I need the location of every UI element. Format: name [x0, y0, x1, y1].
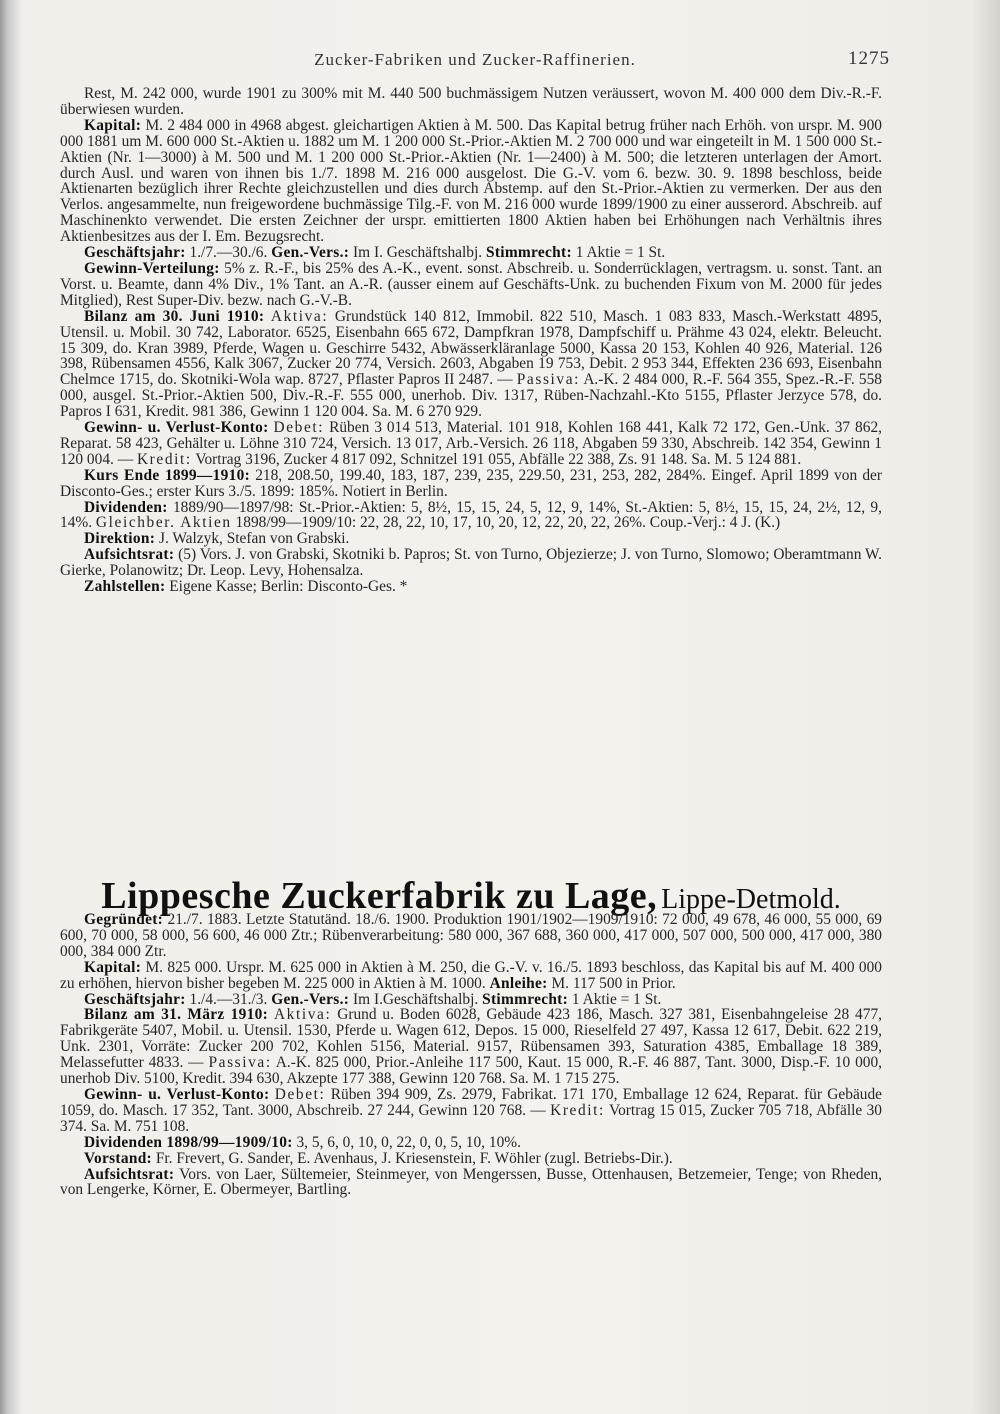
aufsichtsrat-paragraph [60, 547, 882, 579]
rest-text: Rest, M. 242 000, wurde 1901 zu 300% mit M. 440 500 buchmässigem Nutzen veräussert, wovon M. 400 000 dem Div.-R.-F. überwiesen wurden. [60, 85, 882, 118]
debet-text: Rüben 3 014 513, Material. 101 918, Kohlen 168 441, Kalk 72 172, Gen.-Unk. 37 862, Reparat. 58 423, Gehälter u. Löhne 310 724, Versich. 13 017, Arb.-Versich. 26 118, Abgaben 59 330, Abschreib. 142 354, Gewinn 1 120 004. — [60, 419, 882, 468]
gegruendet-text: 21./7. 1883. Letzte Statutänd. 18./6. 1900. Produktion 1901/1902—1909/1910: 72 000, 49 678, 46 000, 55 000, 69 600, 70 000, 58 000, 56 600, 46 000 Ztr.; Rübenverarbeitung: 580 000, 367 688, 360 000, 417 000, 507 000, 500 000, 417 000, 380 000, 384 000 Ztr. [60, 911, 882, 960]
gewinn-verlust-paragraph [60, 420, 882, 468]
debet-text-2: Rüben 394 909, Zs. 2979, Fabrikat. 171 170, Emballage 12 624, Reparat. für Gebäude 1059, do. Masch. 17 352, Tant. 3000, Abschreib. 27 244, Gewinn 120 768. — [60, 1085, 882, 1119]
dividenden-label: Dividenden: [84, 498, 168, 516]
section-previous-company [60, 86, 882, 595]
gen-vers-text-2: Im I.Geschäftshalbj. [353, 990, 479, 1008]
passiva-label: Passiva: [516, 371, 581, 389]
kredit-text: Vortrag 3196, Zucker 4 817 092, Schnitzel 191 055, Abfälle 22 388, Zs. 91 148. Sa. M. 5 124 881. [195, 450, 802, 468]
stimmrecht-text: 1 Aktie = 1 St. [575, 244, 666, 262]
dividenden-paragraph [60, 500, 882, 532]
stimmrecht-label: Stimmrecht: [485, 244, 572, 262]
kredit-text-2: Vortrag 15 015, Zucker 705 718, Abfälle 30 374. Sa. M. 751 108. [60, 1101, 882, 1135]
company-name: Lippesche Zuckerfabrik zu Lage, [101, 875, 658, 917]
section-lippesche-zuckerfabrik [60, 912, 882, 1198]
geschaeftsjahr-paragraph-2 [60, 992, 882, 1008]
running-title: Zucker-Fabriken und Zucker-Raffinerien. [314, 50, 636, 69]
gewinn-verteilung-label: Gewinn-Verteilung: [84, 259, 220, 277]
gen-vers-label-2: Gen.-Vers.: [271, 990, 350, 1008]
stimmrecht-label-2: Stimmrecht: [482, 990, 569, 1008]
aufsichtsrat-label-2: Aufsichtsrat: [84, 1165, 175, 1183]
vorstand-label: Vorstand: [84, 1149, 152, 1167]
geschaeftsjahr-label-2: Geschäftsjahr: [84, 990, 186, 1008]
dividenden-text-2: 1898/99—1909/10: 22, 28, 22, 10, 17, 10, 20, 12, 22, 20, 22, 26%. Coup.-Verj.: 4 J. (K.) [235, 514, 781, 532]
kapital-label: Kapital: [84, 116, 142, 134]
dividenden-text-3: 3, 5, 6, 0, 10, 0, 22, 0, 0, 5, 10, 10%. [296, 1133, 521, 1151]
bilanz-label: Bilanz am 30. Juni 1910: [84, 307, 265, 325]
aufsichtsrat-label: Aufsichtsrat: [84, 546, 175, 564]
aktiva-text: Grundstück 140 812, Immobil. 822 510, Masch. 1 083 833, Masch.-Werkstatt 4895, Utensil. u. Mobil. 30 742, Laborator. 6525, Eisenbahn 665 672, Dampfkran 1978, Dampfschiff u. Prähme 43 024, elektr. Beleucht. 15 309, do. Kran 3989, Pferde, Wagen u. Geschirre 5432, Abwässerkläranlage 5000, Kassa 20 153, Kohlen 40 926, Material. 126 398, Rübensamen 4556, Kalk 3067, Zucker 20 774, Versich. 2603, Abgaben 19 753, Debit. 2 953 344, Effekten 236 693, Eisenbahn Chelmce 1715, do. Skotniki-Wola wap. 8727, Pflaster Papros II 2487. — [60, 307, 882, 389]
anleihe-label: Anleihe: [489, 974, 548, 992]
direktion-label: Direktion: [84, 530, 156, 548]
gen-vers-text: Im I. Geschäftshalbj. [353, 244, 483, 262]
bilanz-paragraph-2 [60, 1007, 882, 1087]
gewinn-verlust-label-2: Gewinn- u. Verlust-Konto: [84, 1085, 270, 1103]
bilanz-paragraph [60, 309, 882, 420]
direktion-text: J. Walzyk, Stefan von Grabski. [158, 530, 350, 548]
kredit-label-2: Kredit: [550, 1101, 605, 1119]
geschaeftsjahr-paragraph [60, 245, 882, 261]
direktion-paragraph [60, 531, 882, 547]
rest-paragraph [60, 86, 882, 118]
page-header [60, 50, 890, 76]
stimmrecht-text-2: 1 Aktie = 1 St. [571, 990, 662, 1008]
dividenden-text: 1889/90—1897/98: St.-Prior.-Aktien: 5, 8½, 15, 15, 24, 5, 12, 9, 14%, St.-Aktien: 5, 8½, 15, 15, 24, 2½, 12, 9, 14%. [60, 498, 882, 532]
zahlstellen-paragraph [60, 579, 882, 595]
kurs-label: Kurs Ende 1899—1910: [84, 466, 251, 484]
gegruendet-paragraph [60, 912, 882, 960]
kapital-paragraph-2 [60, 960, 882, 992]
geschaeftsjahr-text-2: 1./4.—31./3. [189, 990, 268, 1008]
bilanz-label-2: Bilanz am 31. März 1910: [84, 1006, 269, 1024]
gleichber-aktien-label: Gleichber. Aktien [95, 514, 232, 532]
aufsichtsrat-paragraph-2 [60, 1167, 882, 1199]
page-number: 1275 [848, 48, 890, 69]
gewinn-verteilung-text: 5% z. R.-F., bis 25% des A.-K., event. sonst. Abschreib. u. Sonderrücklagen, vertragsm. u. sonst. Tant. an Vorst. u. Beamte, dann 4% Div., 1% Tant. an A.-R. (ausser einem auf Geschäfts-Unk. zu buchenden Fixum von M. 2000 für jedes Mitglied), Rest Super-Div. bezw. nach G.-V.-B. [60, 259, 882, 309]
kapital-text: M. 2 484 000 in 4968 abgest. gleichartigen Aktien à M. 500. Das Kapital betrug früher nach Erhöh. von urspr. M. 900 000 1881 um M. 600 000 St.-Aktien u. 1882 um M. 1 200 000 St.-Prior.-Aktien M. 2 700 000 und war eingeteilt in M. 1 500 000 St.-Aktien (Nr. 1—3000) à M. 500 und M. 1 200 000 St.-Prior.-Aktien (Nr. 1—2400) à M. 500; die letzteren unterlagen der Amort. durch Ausl. und waren von ihnen bis 1./7. 1898 M. 216 000 ausgelost. Die G.-V. vom 6. bezw. 30. 9. 1898 beschloss, beide Aktienarten bezüglich ihrer Rechte gleichzustellen und dies durch Abstemp. auf den St.-Prior.-Aktien zu vermerken. Der aus den Verlos. angesammelte, nun freigewordene buchmässige Tilg.-F. von M. 216 000 wurde 1899/1900 zu einer ausserord. Abschreib. auf Maschinenkto verwendet. Die ersten Zeichner der urspr. emittierten 1800 Aktien haben bei Erhöhungen nach Verhältnis ihres Aktienbesitzes aus der I. Em. Bezugsrecht. [60, 116, 882, 246]
aktiva-text-2: Grund u. Boden 6028, Gebäude 423 186, Masch. 327 381, Eisenbahngeleise 28 477, Fabrikgeräte 5407, Mobil. u. Utensil. 1530, Pferde u. Wagen 612, Depos. 15 000, Rieselfeld 27 497, Kassa 12 617, Debit. 622 219, Unk. 2301, Vorräte: Zucker 200 702, Kohlen 5156, Material. 9157, Rübensamen 393, Saturation 4385, Emballage 18 389, Melassefutter 4833. — [60, 1006, 882, 1072]
vorstand-text: Fr. Frevert, G. Sander, E. Avenhaus, J. Kriesenstein, F. Wöhler (zugl. Betriebs-Dir.). [155, 1149, 673, 1167]
gewinn-verlust-label: Gewinn- u. Verlust-Konto: [84, 419, 269, 437]
geschaeftsjahr-label: Geschäftsjahr: [84, 244, 186, 262]
kurs-paragraph [60, 468, 882, 500]
kurs-text: 218, 208.50, 199.40, 183, 187, 239, 235, 229.50, 231, 253, 282, 284%. Eingef. April 1899 von der Disconto-Ges.; erster Kurs 3./5. 1899: 185%. Notiert in Berlin. [60, 466, 882, 500]
zahlstellen-text: Eigene Kasse; Berlin: Disconto-Ges. * [169, 578, 408, 596]
gewinn-verteilung-paragraph [60, 261, 882, 309]
aktiva-label-2: Aktiva: [273, 1006, 332, 1024]
debet-label-2: Debet: [274, 1085, 326, 1103]
passiva-text-2: A.-K. 825 000, Prior.-Anleihe 117 500, Kaut. 15 000, R.-F. 46 887, Tant. 3000, Disp.-F. 10 000, unerhob Div. 5100, Kredit. 394 630, Akzepte 177 388, Gewinn 120 768. Sa. M. 1 715 275. [60, 1054, 882, 1088]
passiva-label-2: Passiva: [208, 1054, 272, 1072]
passiva-text: A.-K. 2 484 000, R.-F. 564 355, Spez.-R.-F. 558 000, ausgel. St.-Prior.-Aktien 500, Div.-R.-F. 555 000, unerhob. Div. 1317, Rüben-Nachzahl.-Kto 5155, Pflaster Jerzyce 578, do. Papros I 631, Kredit. 981 386, Gewinn 1 120 004. Sa. M. 6 270 929. [60, 371, 882, 421]
dividenden-label-2: Dividenden 1898/99—1909/10: [84, 1133, 293, 1151]
geschaeftsjahr-text: 1./7.—30./6. [189, 244, 268, 262]
dividenden-paragraph-2 [60, 1135, 882, 1151]
kapital-text-2: M. 825 000. Urspr. M. 625 000 in Aktien à M. 250, die G.-V. v. 16./5. 1893 beschloss, das Kapital bis auf M. 400 000 zu erhöhen, hiervon bisher begeben M. 225 000 in Aktien à M. 1000. [60, 958, 882, 992]
anleihe-text: M. 117 500 in Prior. [551, 974, 676, 992]
kapital-paragraph [60, 118, 882, 245]
debet-label: Debet: [273, 419, 325, 437]
aktiva-label: Aktiva: [270, 307, 329, 325]
aufsichtsrat-text-2: Vors. von Laer, Sültemeier, Steinmeyer, von Mengerssen, Busse, Ottenhausen, Betzemeier, Tenge; von Rheden, von Lengerke, Körner, E. Obermeyer, Bartling. [60, 1165, 882, 1199]
vorstand-paragraph [60, 1151, 882, 1167]
gewinn-verlust-paragraph-2 [60, 1087, 882, 1135]
kredit-label: Kredit: [136, 450, 192, 468]
aufsichtsrat-text: (5) Vors. J. von Grabski, Skotniki b. Papros; St. von Turno, Objezierze; J. von Turno, Slomowo; Oberamtmann W. Gierke, Polanowitz; Dr. Leop. Levy, Hohensalza. [60, 546, 882, 580]
zahlstellen-label: Zahlstellen: [84, 578, 166, 596]
kapital-label-2: Kapital: [84, 958, 142, 976]
company-location: Lippe-Detmold. [661, 884, 841, 915]
gen-vers-label: Gen.-Vers.: [271, 244, 350, 262]
gegruendet-label: Gegründet: [84, 911, 164, 928]
